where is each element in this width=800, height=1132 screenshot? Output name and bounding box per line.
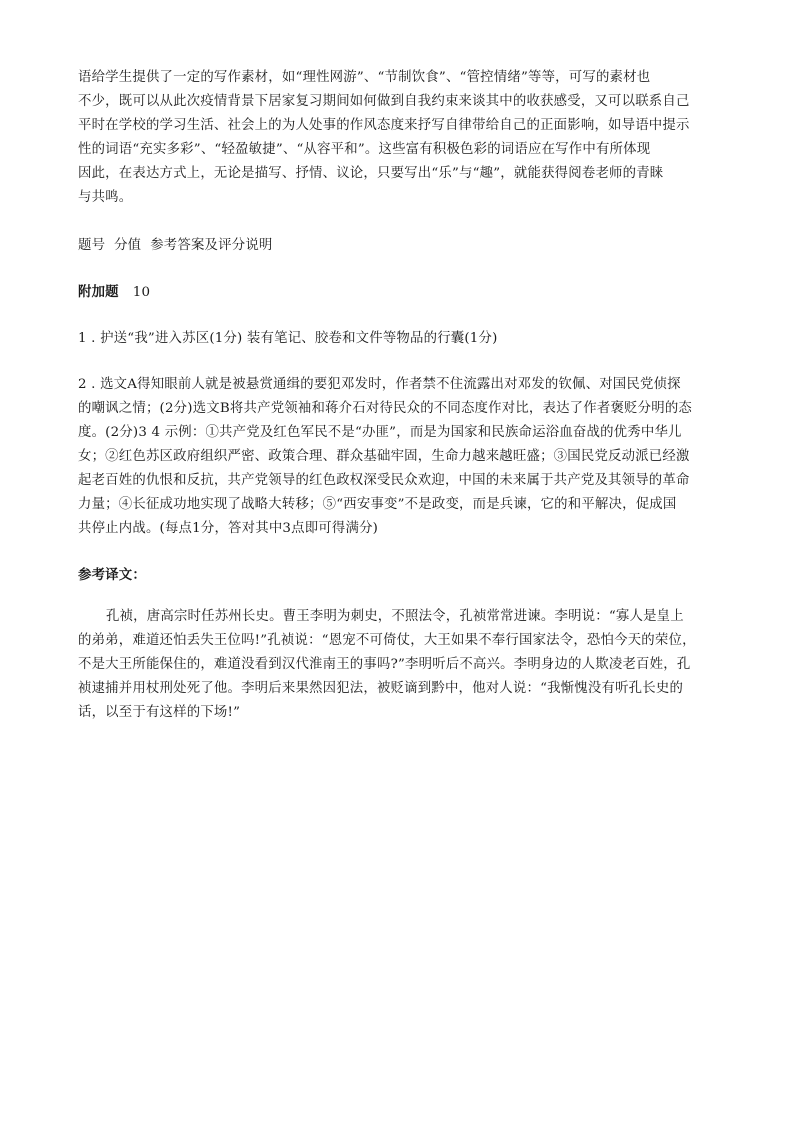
intro-line: 与共鸣。 (78, 190, 133, 205)
intro-line: 语给学生提供了一定的写作素材，如“理性网游”、“节制饮食”、“管控情绪”等等，可写的素材也 (78, 70, 651, 85)
table-header-text: 题号 分值 参考答案及评分说明 (78, 238, 273, 253)
translation-line: 祯逮捕并用杖刑处死了他。李明后来果然因犯法，被贬谪到黔中，他对人说：“我惭愧没有听孔长史的 (78, 681, 684, 696)
table-header (78, 234, 730, 258)
answer-q2 (78, 373, 730, 541)
bonus-score: 10 (132, 285, 151, 300)
bonus-heading (78, 280, 730, 305)
answer-q2-line: 女；②红色苏区政府组织严密、政策合理、群众基础牢固，生命力越来越旺盛；③国民党反动派已经激 (78, 449, 690, 464)
translation-line: 话，以至于有这样的下场!” (78, 705, 241, 720)
answer-q2-line: 度。(2分)3 4 示例：①共产党及红色军民不是“办匪”，而是为国家和民族命运浴血奋战的优秀中华儿 (78, 425, 682, 440)
intro-line: 性的词语“充实多彩”、“轻盈敏捷”、“从容平和”。这些富有积极色彩的词语应在写作中有所体现 (78, 142, 651, 157)
answer-q2-line: 力量；④长征成功地实现了战略大转移；⑤“西安事变”不是政变，而是兵谏，它的和平解决，促成国 (78, 497, 677, 512)
intro-line: 因此，在表达方式上，无论是描写、抒情、议论，只要写出“乐”与“趣”，就能获得阅卷老师的青睐 (78, 166, 664, 181)
answer-q2-line: 2 . 选文A得知眼前人就是被悬赏通缉的要犯邓发时，作者禁不住流露出对邓发的钦佩、对国民党侦探 (78, 377, 681, 392)
answer-q2-line: 起老百姓的仇恨和反抗，共产党领导的红色政权深受民众欢迎，中国的未来属于共产党及其领导的革命 (78, 473, 690, 488)
answer-q1 (78, 327, 730, 351)
reference-translation (78, 605, 730, 725)
translation-line: 孔祯，唐高宗时任苏州长史。曹王李明为刺史，不照法令，孔祯常常进谏。李明说：“寡人是皇上 (106, 609, 684, 624)
bonus-title: 附加题 (78, 284, 119, 300)
intro-line: 不少，既可以从此次疫情背景下居家复习期间如何做到自我约束来谈其中的收获感受，又可以联系自己 (78, 94, 690, 109)
answer-q1-text: 1 . 护送“我”进入苏区(1分) 装有笔记、胶卷和文件等物品的行囊(1分) (78, 331, 498, 346)
intro-paragraph (78, 66, 730, 210)
translation-line: 的弟弟，难道还怕丢失王位吗!”孔祯说：“恩宠不可倚仗，大王如果不奉行国家法令，恐怕今天的荣位， (78, 633, 696, 648)
reference-title: 参考译文： (78, 567, 146, 583)
answer-q2-line: 共停止内战。(每点1分，答对其中3点即可得满分) (78, 521, 379, 536)
intro-line: 平时在学校的学习生活、社会上的为人处事的作风态度来抒写自律带给自己的正面影响，如导语中提示 (78, 118, 690, 133)
document-page (78, 66, 730, 725)
translation-line: 不是大王所能保住的，难道没看到汉代淮南王的事吗?”李明听后不高兴。李明身边的人欺凌老百姓，孔 (78, 657, 691, 672)
answer-q2-line: 的嘲讽之情；(2分)选文B将共产党领袖和蒋介石对待民众的不同态度作对比，表达了作者褒贬分明的态 (78, 401, 693, 416)
